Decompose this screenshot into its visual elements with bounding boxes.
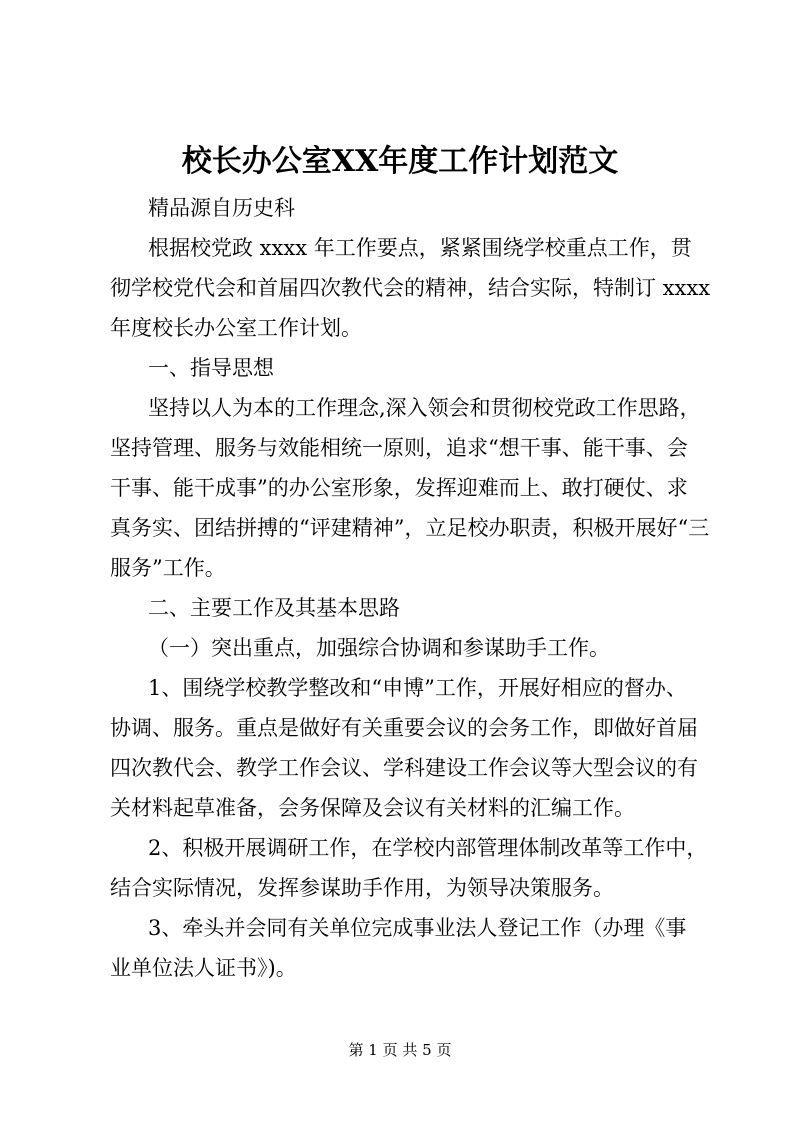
document-body bbox=[110, 188, 711, 988]
text-line: 2、积极开展调研工作，在学校内部管理体制改革等工作中， bbox=[148, 836, 708, 860]
text-line: 四次教代会、教学工作会议、学科建设工作会议等大型会议的有 bbox=[110, 756, 698, 780]
document-title: 校长办公室XX年度工作计划范文 bbox=[181, 144, 619, 179]
text-line: 二、主要工作及其基本思路 bbox=[148, 596, 400, 620]
text-line: 真务实、团结拼搏的“评建精神”，立足校办职责，积极开展好“三 bbox=[110, 516, 710, 540]
text-line: 年度校长办公室工作计划。 bbox=[110, 316, 362, 340]
text-line: 根据校党政 xxxx 年工作要点，紧紧围绕学校重点工作，贯 bbox=[148, 236, 692, 260]
text-line: 彻学校党代会和首届四次教代会的精神，结合实际，特制订 xxxx bbox=[110, 276, 711, 300]
text-line: 坚持管理、服务与效能相统一原则，追求“想干事、能干事、会 bbox=[110, 436, 688, 460]
text-line: 服务”工作。 bbox=[110, 556, 226, 580]
text-line: 坚持以人为本的工作理念,深入领会和贯彻校党政工作思路， bbox=[148, 396, 701, 420]
text-line: 关材料起草准备，会务保障及会议有关材料的汇编工作。 bbox=[110, 796, 635, 820]
text-line: 协调、服务。重点是做好有关重要会议的会务工作，即做好首届 bbox=[110, 716, 698, 740]
text-line: 一、指导思想 bbox=[148, 356, 274, 380]
text-line: 精品源自历史科 bbox=[148, 196, 295, 220]
page-footer: 第 1 页 共 5 页 bbox=[348, 1041, 452, 1059]
text-line: 结合实际情况，发挥参谋助手作用，为领导决策服务。 bbox=[110, 876, 614, 900]
text-line: 1、围绕学校教学整改和“申博”工作，开展好相应的督办、 bbox=[148, 676, 687, 700]
text-line: （一）突出重点，加强综合协调和参谋助手工作。 bbox=[148, 636, 610, 660]
text-line: 3、牵头并会同有关单位完成事业法人登记工作（办理《事 bbox=[148, 916, 687, 940]
text-line: 业单位法人证书》)。 bbox=[110, 956, 297, 980]
text-line: 干事、能干成事”的办公室形象，发挥迎难而上、敢打硬仗、求 bbox=[110, 476, 688, 500]
